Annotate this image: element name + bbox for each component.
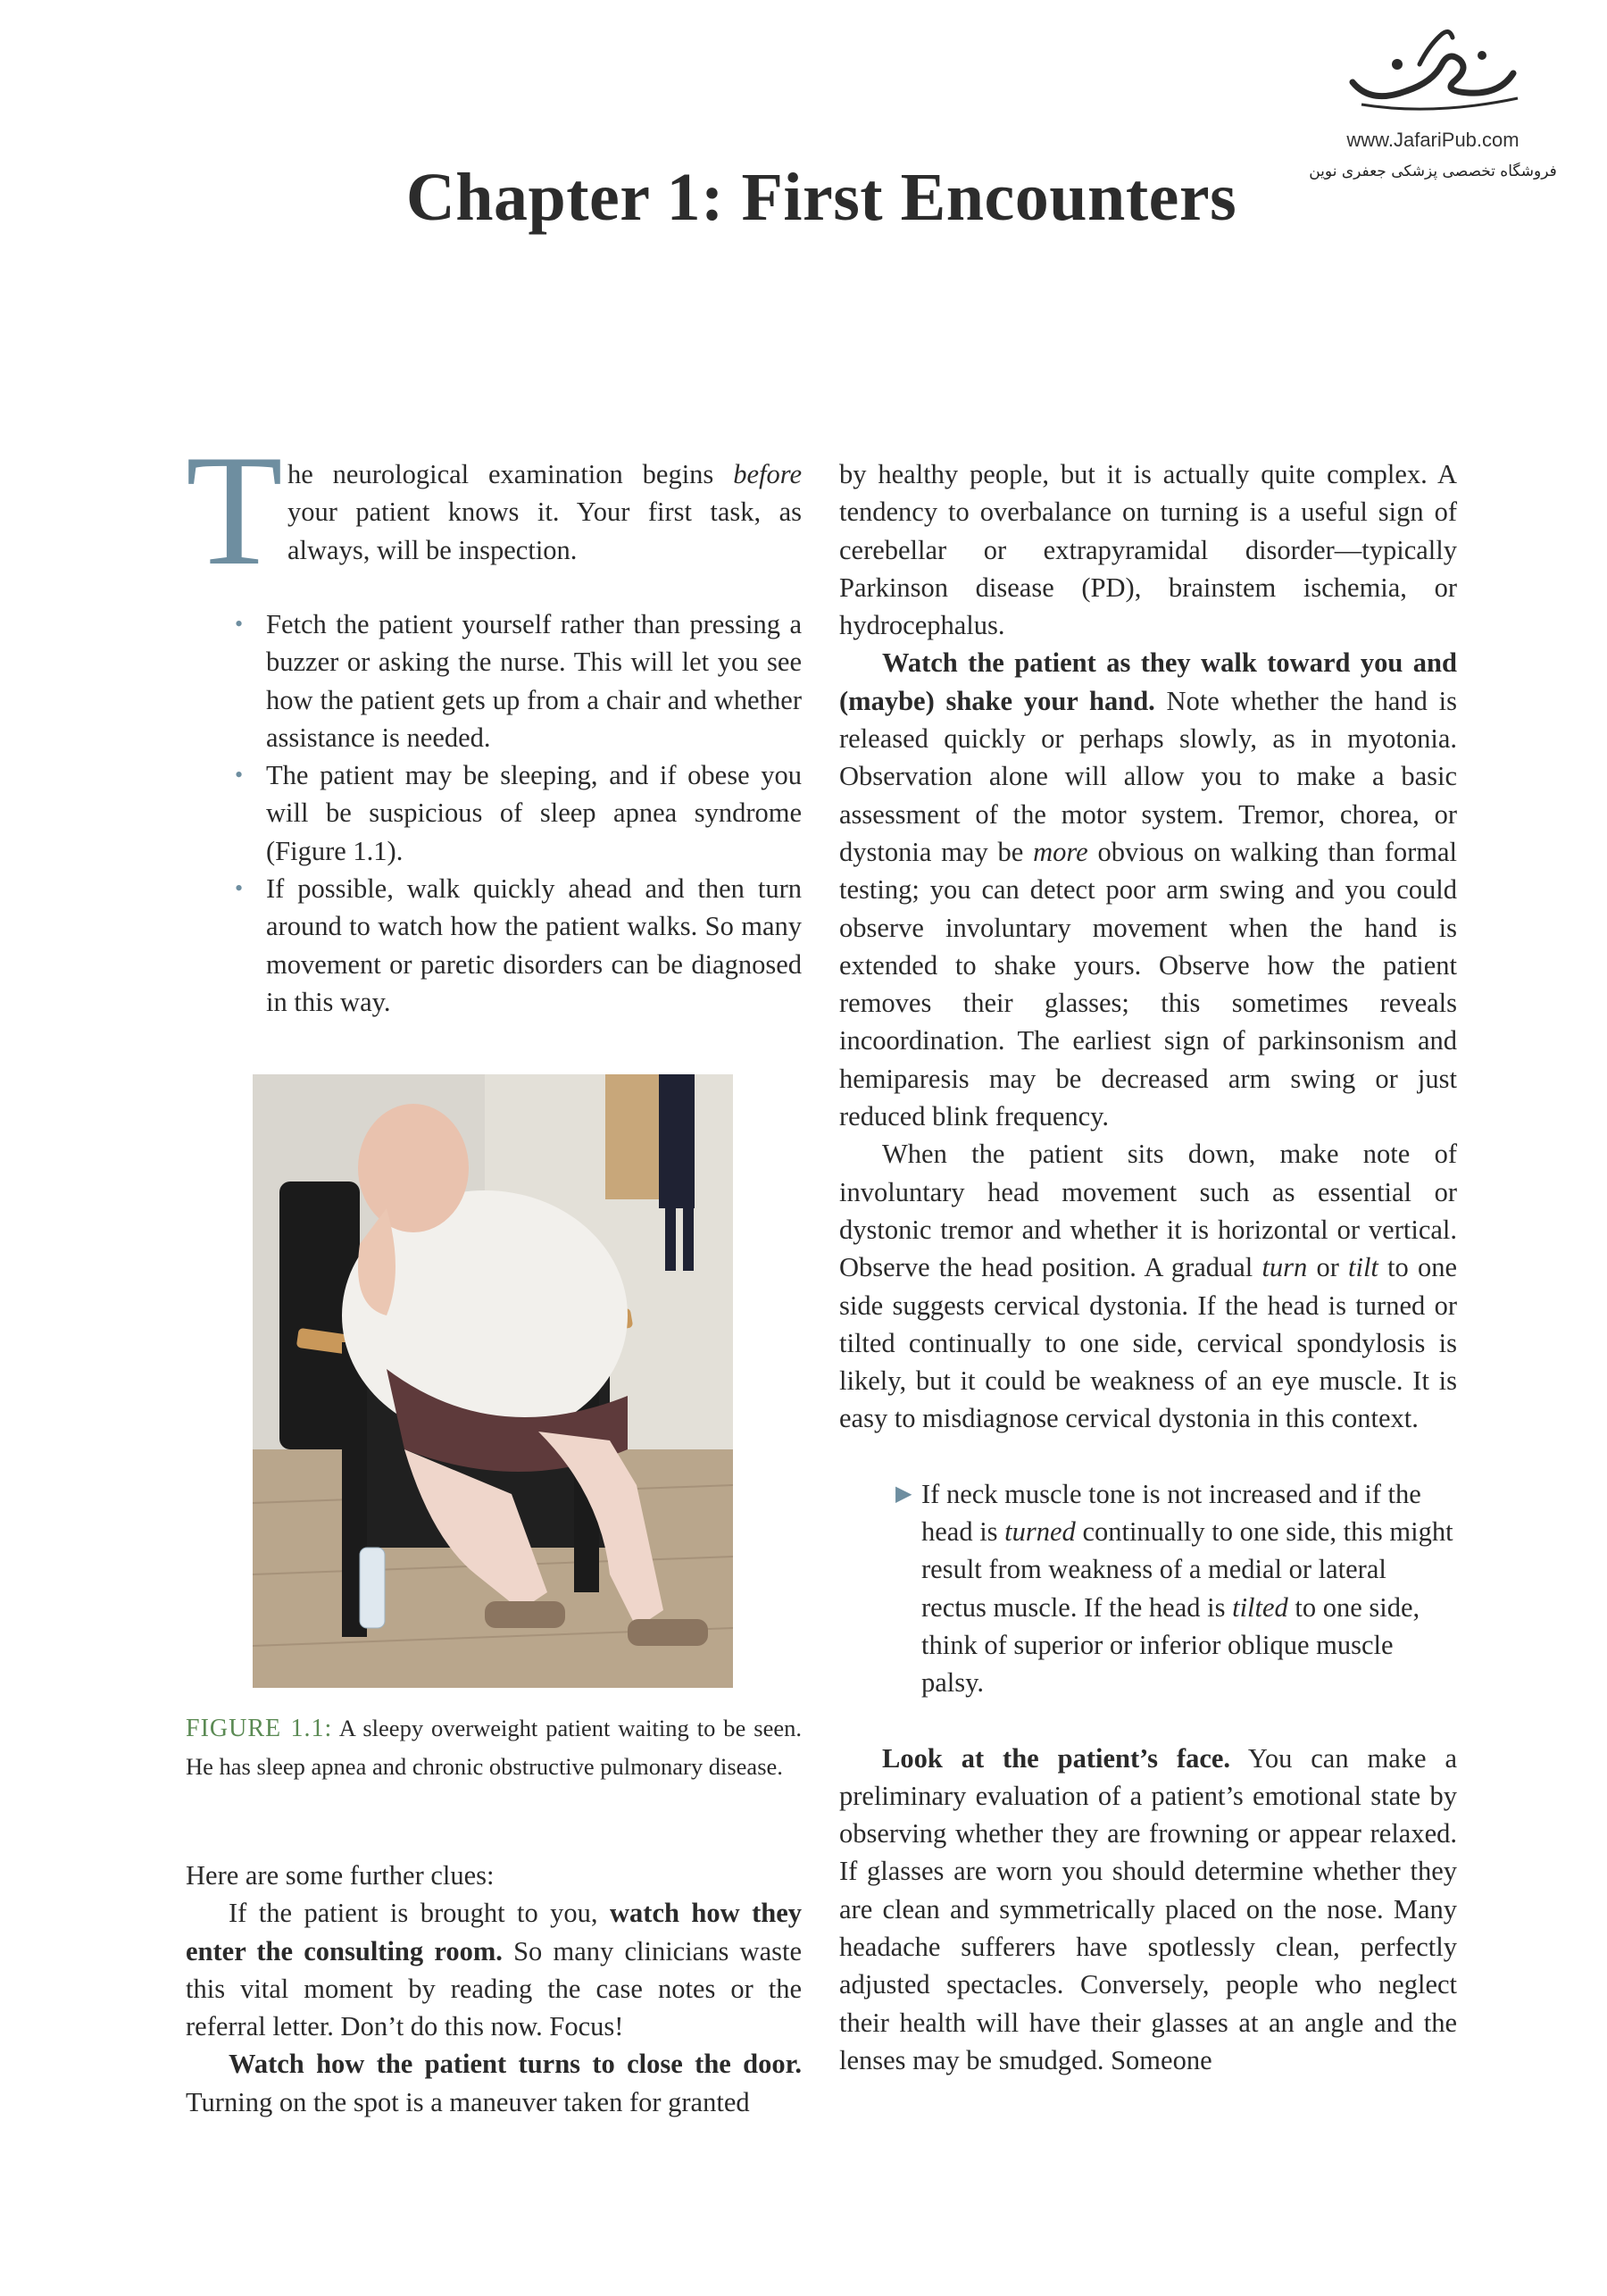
bullet-item: • Fetch the patient yourself rather than pressing a buzzer or asking the nurse. This will let you see how the patient gets up from a chair and whether assistance is needed. <box>266 605 802 756</box>
figure-caption-text: A sleepy overweight patient waiting to be seen. He has sleep apnea and chronic obstructive pulmonary disease. <box>186 1715 802 1780</box>
paragraph: When the patient sits down, make note of involuntary head movement such as essential or dystonic tremor and whether it is horizontal or vertical. Observe the head position. A gradual turn or tilt to one side suggests cervical dystonia. If the head is turned or tilted continually to one side, cervical spondylosis is likely, but it could be weakness of an eye muscle. It is easy to misdiagnose cervical dystonia in this context. <box>839 1139 1457 1434</box>
figure-label: FIGURE 1.1: <box>186 1715 333 1742</box>
chapter-title: Chapter 1: First Encounters <box>405 160 1237 235</box>
figure-photo <box>253 1074 733 1688</box>
patient-photo-illustration <box>253 1074 733 1688</box>
bullet-item: • If possible, walk quickly ahead and then turn around to watch how the patient walks. So many movement or paretic disorders can be diagnosed in this way. <box>266 870 802 1021</box>
bullet-list <box>186 605 802 1021</box>
left-bottom-text <box>186 1857 802 2121</box>
publisher-logo <box>1299 20 1567 180</box>
bullet-item: • The patient may be sleeping, and if obese you will be suspicious of sleep apnea syndrome (Figure 1.1). <box>266 756 802 870</box>
intro-text-em: before <box>733 459 802 489</box>
paragraph: Watch how the patient turns to close the door. Turning on the spot is a maneuver taken for granted <box>186 2049 802 2117</box>
right-column <box>839 455 1457 2079</box>
logo-tagline: فروشگاه تخصصی پزشکی جعفری نوین <box>1309 163 1557 180</box>
paragraph: If the patient is brought to you, watch how they enter the consulting room. So many clinicians waste this vital moment by reading the case notes or the referral letter. Don’t do this now. Focus! <box>186 1898 802 2042</box>
intro-text-post: your patient knows it. Your first task, as always, will be inspection. <box>287 497 802 565</box>
arrow-right-icon: ▶ <box>895 1482 912 1506</box>
intro-text-pre: he neurological examination begins <box>287 459 734 489</box>
logo-url: www.JafariPub.com <box>1346 129 1520 151</box>
paragraph: Here are some further clues: <box>186 1860 495 1891</box>
paragraph: Look at the patient’s face. You can make a preliminary evaluation of a patient’s emotional state by observing whether they are frowning or appear relaxed. If glasses are worn you should determine whether they are clean and symmetrically placed on the nose. Many headache sufferers have spotlessly clean, perfectly adjusted spectacles. Conversely, people who neglect their health will have their glasses at an angle and the lenses may be smudged. Someone <box>839 1742 1457 2075</box>
drop-cap: T <box>186 422 283 598</box>
paragraph: by healthy people, but it is actually quite complex. A tendency to overbalance on turning is a useful sign of cerebellar or extrapyramidal disorder—typically Parkinson disease (PD), brainstem ischemia, or hydrocephalus. <box>839 459 1457 641</box>
note-block: ▶ If neck muscle tone is not increased and if the head is turned continually to one side, this might result from weakness of a medial or lateral rectus muscle. If the head is tilted to one side, think of superior or inferior oblique muscle palsy. <box>839 1475 1457 1702</box>
logo-mark-icon <box>1335 20 1531 118</box>
intro-paragraph <box>186 422 802 598</box>
paragraph: Watch the patient as they walk toward you and (maybe) shake your hand. Note whether the hand is released quickly or perhaps slowly, as in myotonia. Observation alone will allow you to make a basic assessment of the motor system. Tremor, chorea, or dystonia may be more obvious on walking than formal testing; you can detect poor arm swing and you could observe involuntary movement when the hand is extended to shake yours. Observe how the patient removes their glasses; this sometimes reveals incoordination. The earliest sign of parkinsonism and hemiparesis may be decreased arm swing or just reduced blink frequency. <box>839 647 1457 1132</box>
figure-caption <box>186 1709 802 1785</box>
left-column <box>186 422 802 1021</box>
